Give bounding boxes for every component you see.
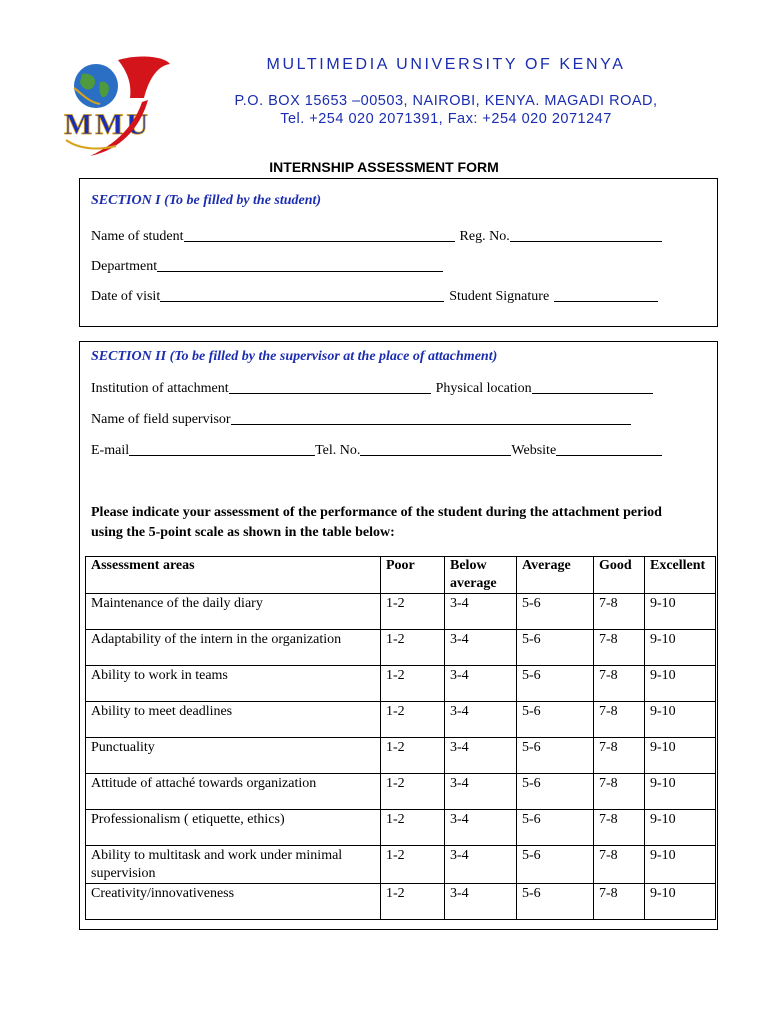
score-cell-excellent[interactable]: 9-10 xyxy=(645,666,716,702)
table-row xyxy=(86,666,716,702)
score-cell-average[interactable]: 5-6 xyxy=(517,738,594,774)
tel-label: Tel. No. xyxy=(315,443,361,458)
section-2-box xyxy=(79,341,718,930)
student-name-label: Name of student xyxy=(91,229,184,244)
score-cell-excellent[interactable]: 9-10 xyxy=(645,774,716,810)
physical-location-label: Physical location xyxy=(435,381,532,396)
table-header-row xyxy=(86,557,716,594)
section-2-heading: SECTION II (To be filled by the supervisor at the place of attachment) xyxy=(91,349,498,364)
department-label: Department xyxy=(91,259,158,274)
table-row xyxy=(86,594,716,630)
score-cell-good[interactable]: 7-8 xyxy=(594,884,645,920)
score-cell-average[interactable]: 5-6 xyxy=(517,702,594,738)
score-cell-good[interactable]: 7-8 xyxy=(594,774,645,810)
section-1-box xyxy=(79,178,718,327)
form-title xyxy=(0,159,768,175)
form-title-text: INTERNSHIP ASSESSMENT FORM xyxy=(269,159,499,175)
email-field[interactable] xyxy=(129,441,315,456)
score-cell-poor[interactable]: 1-2 xyxy=(381,594,445,630)
table-row xyxy=(86,702,716,738)
institution-row xyxy=(91,379,653,397)
university-logo xyxy=(60,52,172,162)
score-cell-poor[interactable]: 1-2 xyxy=(381,702,445,738)
score-cell-average[interactable]: 5-6 xyxy=(517,774,594,810)
university-name: MULTIMEDIA UNIVERSITY OF KENYA xyxy=(266,56,626,73)
tel-field[interactable] xyxy=(360,441,511,456)
scale-header-average: Average xyxy=(517,557,594,594)
assessment-area-label: Professionalism ( etiquette, ethics) xyxy=(86,810,381,846)
scale-header-poor: Poor xyxy=(381,557,445,594)
score-cell-excellent[interactable]: 9-10 xyxy=(645,810,716,846)
score-cell-average[interactable]: 5-6 xyxy=(517,884,594,920)
table-row xyxy=(86,630,716,666)
assessment-area-label: Punctuality xyxy=(86,738,381,774)
institution-label: Institution of attachment xyxy=(91,381,229,396)
address-line-2: Tel. +254 020 2071391, Fax: +254 020 2071247 xyxy=(280,111,612,127)
score-cell-good[interactable]: 7-8 xyxy=(594,666,645,702)
logo-text: MMU xyxy=(64,108,148,141)
website-field[interactable] xyxy=(556,441,662,456)
physical-location-field[interactable] xyxy=(532,379,653,394)
assessment-area-label: Ability to work in teams xyxy=(86,666,381,702)
date-row xyxy=(91,287,658,305)
field-supervisor-field[interactable] xyxy=(231,410,631,425)
assessment-area-label: Attitude of attaché towards organization xyxy=(86,774,381,810)
assessment-table xyxy=(85,556,716,920)
score-cell-good[interactable]: 7-8 xyxy=(594,594,645,630)
assessment-area-label: Ability to multitask and work under minimal supervision xyxy=(86,846,381,884)
score-cell-below-average[interactable]: 3-4 xyxy=(445,630,517,666)
score-cell-average[interactable]: 5-6 xyxy=(517,594,594,630)
table-row xyxy=(86,810,716,846)
supervisor-row xyxy=(91,410,631,428)
assessment-area-label: Creativity/innovativeness xyxy=(86,884,381,920)
assessment-area-label: Adaptability of the intern in the organization xyxy=(86,630,381,666)
score-cell-poor[interactable]: 1-2 xyxy=(381,846,445,884)
department-field[interactable] xyxy=(157,257,443,272)
score-cell-poor[interactable]: 1-2 xyxy=(381,738,445,774)
website-label: Website xyxy=(511,443,557,458)
score-cell-below-average[interactable]: 3-4 xyxy=(445,702,517,738)
department-row xyxy=(91,257,443,275)
date-of-visit-label: Date of visit xyxy=(91,289,161,304)
student-signature-label: Student Signature xyxy=(449,289,550,304)
scale-header-excellent: Excellent xyxy=(645,557,716,594)
score-cell-excellent[interactable]: 9-10 xyxy=(645,630,716,666)
student-signature-field[interactable] xyxy=(554,287,658,302)
score-cell-good[interactable]: 7-8 xyxy=(594,810,645,846)
assessment-areas-header: Assessment areas xyxy=(86,557,381,594)
score-cell-excellent[interactable]: 9-10 xyxy=(645,702,716,738)
score-cell-excellent[interactable]: 9-10 xyxy=(645,846,716,884)
score-cell-good[interactable]: 7-8 xyxy=(594,630,645,666)
table-row xyxy=(86,846,716,884)
score-cell-poor[interactable]: 1-2 xyxy=(381,884,445,920)
score-cell-poor[interactable]: 1-2 xyxy=(381,630,445,666)
assessment-area-label: Ability to meet deadlines xyxy=(86,702,381,738)
date-of-visit-field[interactable] xyxy=(160,287,444,302)
assessment-area-label: Maintenance of the daily diary xyxy=(86,594,381,630)
address-line-1: P.O. BOX 15653 –00503, NAIROBI, KENYA. MAGADI ROAD, xyxy=(234,93,658,109)
score-cell-poor[interactable]: 1-2 xyxy=(381,666,445,702)
scale-header-below-average: Below average xyxy=(445,557,517,594)
score-cell-average[interactable]: 5-6 xyxy=(517,630,594,666)
score-cell-average[interactable]: 5-6 xyxy=(517,846,594,884)
score-cell-below-average[interactable]: 3-4 xyxy=(445,774,517,810)
section-1-heading: SECTION I (To be filled by the student) xyxy=(91,193,322,208)
score-cell-poor[interactable]: 1-2 xyxy=(381,774,445,810)
score-cell-poor[interactable]: 1-2 xyxy=(381,810,445,846)
score-cell-below-average[interactable]: 3-4 xyxy=(445,846,517,884)
score-cell-good[interactable]: 7-8 xyxy=(594,702,645,738)
score-cell-below-average[interactable]: 3-4 xyxy=(445,884,517,920)
score-cell-average[interactable]: 5-6 xyxy=(517,666,594,702)
student-name-row xyxy=(91,227,662,245)
reg-no-label: Reg. No. xyxy=(459,229,510,244)
field-supervisor-label: Name of field supervisor xyxy=(91,412,231,427)
score-cell-excellent[interactable]: 9-10 xyxy=(645,884,716,920)
score-cell-below-average[interactable]: 3-4 xyxy=(445,666,517,702)
table-row xyxy=(86,774,716,810)
assessment-instruction: Please indicate your assessment of the performance of the student during the attachment period using the 5-point scale as shown in the table below: xyxy=(91,505,662,540)
reg-no-field[interactable] xyxy=(510,227,662,242)
student-name-field[interactable] xyxy=(184,227,455,242)
scale-header-good: Good xyxy=(594,557,645,594)
score-cell-average[interactable]: 5-6 xyxy=(517,810,594,846)
score-cell-good[interactable]: 7-8 xyxy=(594,738,645,774)
score-cell-good[interactable]: 7-8 xyxy=(594,846,645,884)
contact-row xyxy=(91,441,662,459)
score-cell-below-average[interactable]: 3-4 xyxy=(445,594,517,630)
score-cell-excellent[interactable]: 9-10 xyxy=(645,738,716,774)
score-cell-excellent[interactable]: 9-10 xyxy=(645,594,716,630)
table-row xyxy=(86,884,716,920)
table-row xyxy=(86,738,716,774)
institution-field[interactable] xyxy=(229,379,431,394)
score-cell-below-average[interactable]: 3-4 xyxy=(445,738,517,774)
email-label: E-mail xyxy=(91,443,130,458)
score-cell-below-average[interactable]: 3-4 xyxy=(445,810,517,846)
